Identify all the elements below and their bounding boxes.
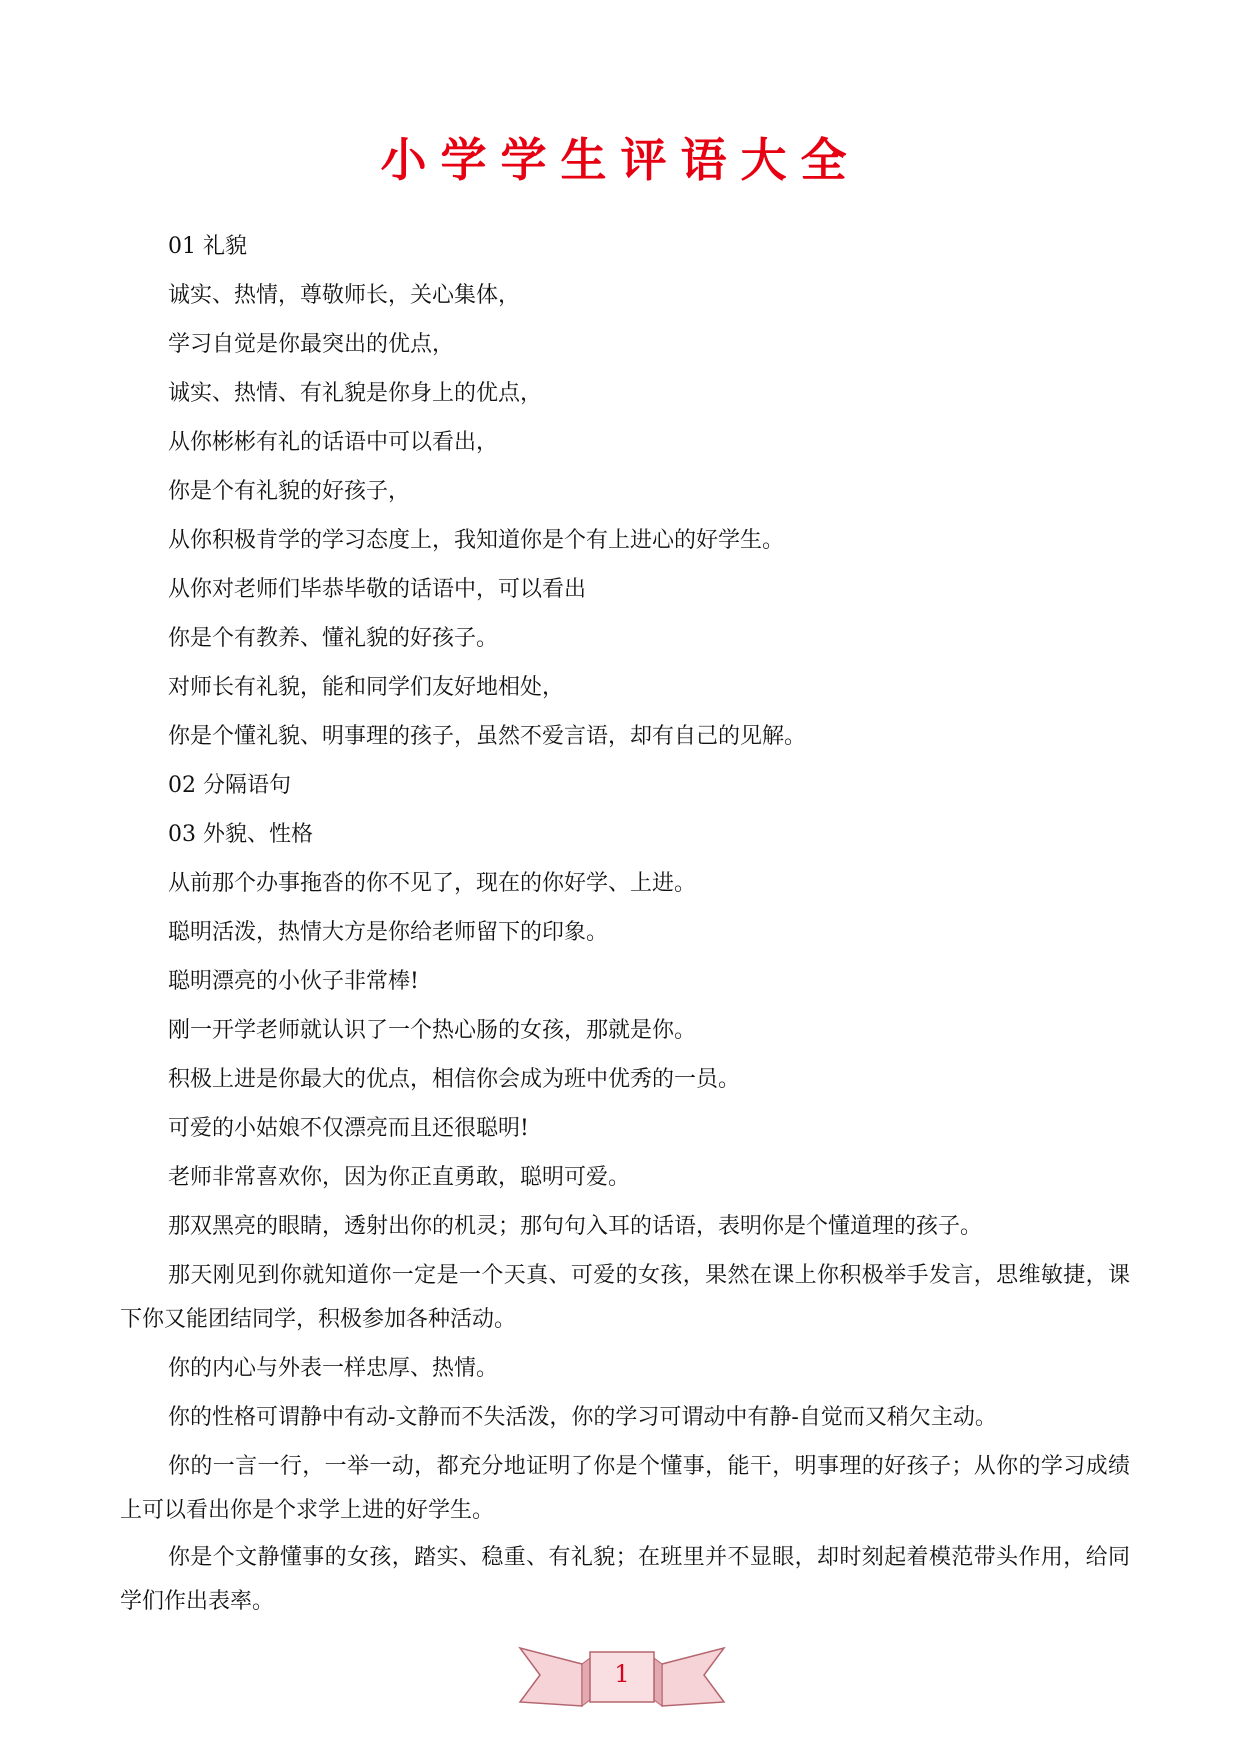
paragraph: 积极上进是你最大的优点，相信你会成为班中优秀的一员。 (168, 1067, 741, 1092)
paragraph: 对师长有礼貌，能和同学们友好地相处， (168, 675, 565, 700)
paragraph: 你的性格可谓静中有动-文静而不失活泼，你的学习可谓动中有静-自觉而又稍欠主动。 (168, 1405, 997, 1430)
paragraph: 聪明活泼，热情大方是你给老师留下的印象。 (168, 920, 609, 945)
page-number: 1 (614, 1660, 630, 1688)
paragraph: 从你对老师们毕恭毕敬的话语中，可以看出 (168, 577, 587, 602)
paragraph: 你是个有教养、懂礼貌的好孩子。 (168, 626, 499, 651)
page-footer (512, 1628, 732, 1728)
paragraph: 刚一开学老师就认识了一个热心肠的女孩，那就是你。 (168, 1018, 697, 1043)
section-heading: 02 分隔语句 (168, 773, 291, 798)
paragraph: 你的内心与外表一样忠厚、热情。 (168, 1356, 499, 1381)
section-heading: 01 礼貌 (168, 234, 247, 259)
document-body (120, 222, 1130, 1626)
section-heading: 03 外貌、性格 (168, 822, 313, 847)
paragraph: 老师非常喜欢你，因为你正直勇敢，聪明可爱。 (168, 1165, 631, 1190)
paragraph: 你是个文静懂事的女孩，踏实、稳重、有礼貌；在班里并不显眼，却时刻起着模范带头作用，给同学们作出表率。 (120, 1545, 1130, 1614)
paragraph: 诚实、热情，尊敬师长，关心集体， (168, 283, 521, 308)
page-title: 小学学生评语大全 (380, 133, 861, 187)
paragraph: 学习自觉是你最突出的优点， (168, 332, 455, 357)
paragraph: 你是个有礼貌的好孩子， (168, 479, 411, 504)
paragraph: 那天刚见到你就知道你一定是一个天真、可爱的女孩，果然在课上你积极举手发言，思维敏捷，课下你又能团结同学，积极参加各种活动。 (120, 1263, 1130, 1332)
paragraph: 从前那个办事拖沓的你不见了，现在的你好学、上进。 (168, 871, 697, 896)
paragraph: 从你彬彬有礼的话语中可以看出， (168, 430, 499, 455)
paragraph: 你是个懂礼貌、明事理的孩子，虽然不爱言语，却有自己的见解。 (168, 724, 807, 749)
paragraph: 可爱的小姑娘不仅漂亮而且还很聪明! (168, 1116, 529, 1141)
paragraph: 你的一言一行，一举一动，都充分地证明了你是个懂事，能干，明事理的好孩子；从你的学习成绩上可以看出你是个求学上进的好学生。 (120, 1454, 1130, 1523)
paragraph: 从你积极肯学的学习态度上，我知道你是个有上进心的好学生。 (168, 528, 785, 553)
paragraph: 诚实、热情、有礼貌是你身上的优点， (168, 381, 543, 406)
paragraph: 聪明漂亮的小伙子非常棒! (168, 969, 419, 994)
paragraph: 那双黑亮的眼睛，透射出你的机灵；那句句入耳的话语，表明你是个懂道理的孩子。 (168, 1214, 983, 1239)
